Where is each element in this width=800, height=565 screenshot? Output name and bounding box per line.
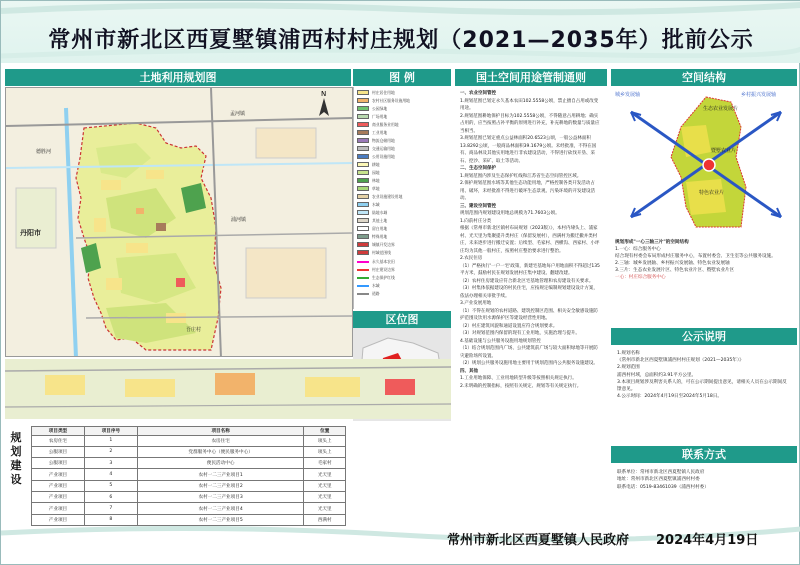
rules-paragraph: 3.产业发展用地	[460, 301, 492, 306]
table-cell: 产业项目	[32, 503, 85, 514]
contact-text	[611, 466, 797, 512]
rules-paragraph: 2.农民住房	[460, 256, 483, 261]
legend-label: 留白用地	[372, 225, 388, 231]
legend-item	[357, 233, 448, 240]
footer-date: 2024年4月19日	[656, 533, 759, 548]
legend-line-label: 村庄建设边界	[372, 266, 395, 272]
legend-line-item	[357, 266, 448, 273]
rules-heading: 四、其他	[460, 368, 478, 374]
structure-center-note: 一心：村庄综合服务中心	[615, 275, 666, 280]
table-cell: 产业项目	[32, 492, 85, 503]
legend-line-label: 水域	[372, 282, 380, 288]
legend-label: 园地	[372, 169, 380, 175]
legend-line-swatch	[357, 261, 369, 263]
rules-paragraph: （1）结合规划范围内广场、公共建筑前广场与较大面积绿地等开展防灾避险场所设置。	[460, 346, 598, 359]
legend-line-label: 道路	[372, 290, 380, 296]
legend-item	[357, 145, 448, 152]
legend-swatch	[357, 226, 369, 231]
legend-line-swatch	[357, 269, 369, 271]
table-cell: 8	[84, 514, 137, 525]
table-cell: 3	[84, 458, 137, 469]
table-cell: 4	[84, 469, 137, 480]
table-cell: 光天里	[304, 503, 346, 514]
legend-label: 草地	[372, 185, 380, 191]
rules-heading: 二、生态空间保护	[460, 166, 496, 171]
legend-line-label: 生态保护红线	[372, 274, 395, 280]
notice-text	[611, 346, 797, 443]
table-cell: 农村一二三产业项目3	[137, 492, 304, 503]
legend-item	[357, 249, 448, 256]
table-cell: 产业项目	[32, 514, 85, 525]
legend-panel	[353, 87, 451, 309]
land-use-map	[5, 87, 353, 357]
legend-swatch	[357, 114, 369, 119]
table-cell: 农村一二三产业项目2	[137, 480, 304, 491]
legend-label: 水域	[372, 201, 380, 207]
legend-item	[357, 201, 448, 208]
map-label-top-road: 孟河镇	[230, 111, 246, 117]
legend-swatch	[357, 194, 369, 199]
legend-swatch	[357, 178, 369, 183]
rules-paragraph: 3.规划范围已划定重点公益林面积20.6523公顷，一般公益林面积13.8292公顷，一般商品林面积39.1679公顷。未经批准，不得在国有、商品林及其他实用地进行非农建设活动，不得进行砍伐开垦、采石、挖沙、采矿、取土等活动。	[460, 136, 597, 164]
table-row	[32, 446, 346, 457]
rules-paragraph: 2.未明确的控制指标，按照有关规定、规划等有关规定执行。	[460, 383, 582, 389]
table-cell: 农村一二三产业项目4	[137, 503, 304, 514]
table-cell: 产业项目	[32, 469, 85, 480]
structure-header: 空间结构	[611, 69, 797, 86]
legend-label: 林地	[372, 177, 380, 183]
legend-label: 村域范围线	[372, 249, 391, 255]
legend-item	[357, 121, 448, 128]
table-cell: 党群服务中心（便民服务中心）	[137, 446, 304, 457]
map-label-city: 丹阳市	[20, 229, 41, 237]
legend-swatch	[357, 210, 369, 215]
notice-line: 1.规划名称	[617, 351, 640, 356]
rules-paragraph: （3）村集体依据建设的村民住宅，应按规定编制规划建设设计方案，依法办理相关审批手续。	[460, 286, 598, 299]
legend-line-label: 永久基本农田	[372, 258, 395, 264]
rules-paragraph: （2）农村住房建设应符合新北区宅基地管理和农房建设有关要求。	[460, 278, 594, 284]
notice-line: 浦西村村域，总面积约3.91平方公里。	[617, 372, 697, 378]
notice-line: 2.规划范围	[617, 365, 640, 371]
structure-panel	[611, 87, 797, 319]
legend-label: 农业设施建设用地	[372, 193, 403, 199]
structure-description	[615, 239, 793, 281]
legend-swatch	[357, 186, 369, 191]
table-row	[32, 458, 346, 469]
legend-line-swatch	[357, 293, 369, 295]
table-side-label: 规划建设	[10, 431, 22, 486]
table-row	[32, 503, 346, 514]
rules-text	[455, 87, 607, 497]
legend-item	[357, 137, 448, 144]
legend-swatch	[357, 162, 369, 167]
legend-header: 图 例	[353, 69, 451, 86]
table-cell: 农房住宅	[137, 435, 304, 446]
legend-item	[357, 153, 448, 160]
legend-list	[357, 89, 448, 256]
detail-map-canvas	[5, 359, 451, 419]
legend-line-swatch	[357, 277, 369, 279]
notice-header: 公示说明	[611, 328, 797, 345]
legend-line-item	[357, 258, 448, 265]
rules-heading: 三、建设空间管控	[460, 203, 496, 209]
table-cell: 公服项目	[32, 446, 85, 457]
rules-paragraph: 根据《常州市新北区镇村布局规划（2023版）》，本村内埭头上、浦家村、光天里为集聚提升类村庄（保留发展村），西满村为搬迁撤并类村庄，未来逐步进行搬迁安置；后续型、毛家村、西横沟、西家村、小坪庄均为其他一般村庄，按照村庄整治要求进行整治。	[460, 226, 600, 254]
legend-line-item	[357, 290, 448, 297]
legend-swatch	[357, 242, 369, 247]
table-header-cell: 项目序号	[84, 427, 137, 436]
legend-label: 工业用地	[372, 129, 388, 135]
legend-label: 农村社区服务设施用地	[372, 97, 410, 103]
structure-desc-4: 3.三片：生态农业发展片区、特色农业片区、暨墅农业片区	[615, 268, 735, 273]
contact-line: 联系电话：0519-83461039（浦西村村委）	[617, 484, 709, 490]
legend-line-item	[357, 282, 448, 289]
legend-lines	[357, 258, 448, 297]
legend-item	[357, 225, 448, 232]
rules-paragraph: 2.规划范围耕地保护目标为102.5558公顷，不得随意占用耕地；确实占用的，应当按照占补平衡的原则进行补充，补充耕地的数量与质量应当相当。	[460, 113, 600, 134]
contact-line: 联系单位：常州市新北区西夏墅镇人民政府	[617, 470, 705, 475]
legend-label: 耕地	[372, 161, 380, 167]
legend-swatch	[357, 98, 369, 103]
legend-item	[357, 169, 448, 176]
legend-item	[357, 129, 448, 136]
table-cell: 农房住宅	[32, 435, 85, 446]
legend-swatch	[357, 170, 369, 175]
legend-swatch	[357, 218, 369, 223]
rules-paragraph: 1.规划范围已划定永久基本农田102.5558公顷，禁止擅自占用或改变用途。	[460, 98, 599, 111]
rules-paragraph: 2.保护规划范围水域等其他生态功能用地，严格控制各类开发活动占用、破坏，未经批准不得进行破坏生态景观、污染环境的开发建设活动。	[460, 181, 595, 201]
legend-swatch	[357, 122, 369, 127]
legend-swatch	[357, 154, 369, 159]
legend-label: 交通运输用地	[372, 145, 395, 151]
legend-item	[357, 177, 448, 184]
legend-line-item	[357, 274, 448, 281]
structure-axis-1: 城乡发展轴	[615, 92, 641, 98]
land-use-map-canvas	[6, 88, 353, 357]
table-cell: 产业项目	[32, 480, 85, 491]
table-cell: 西满村	[304, 514, 346, 525]
table-cell: 5	[84, 480, 137, 491]
legend-swatch	[357, 130, 369, 135]
table-row	[32, 480, 346, 491]
notice-line: 3.本项目规划涉及利害关系人的，可在公示期间提出意见，请相关人员在公示期间反馈意见。	[617, 379, 787, 393]
legend-label: 陆地水域	[372, 209, 388, 215]
table-cell: 1	[84, 435, 137, 446]
legend-item	[357, 89, 448, 96]
legend-swatch	[357, 202, 369, 207]
table-row	[32, 469, 346, 480]
rules-paragraph: （1）不得在规划的农村道路、建筑控制区范围、相关安全敏感设施防护范围及饮用水源保护区等建设经营性用地。	[460, 308, 598, 321]
rules-paragraph: （1）严格执行'一户一宅'政策，新建宅基地每户用地面积不得超过135平方米，鼓励村民在规划发展村庄集中建设、翻建改建。	[460, 263, 600, 276]
rules-paragraph: 1.规划范围内涉及生态保护红线和江苏省生态空间管控区域。	[460, 173, 582, 179]
rules-heading: 一、农业空间管控	[460, 91, 496, 96]
map-label-river: 德胜河	[36, 149, 52, 155]
structure-label-1: 生态农业发展片	[703, 106, 739, 112]
table-cell: 农村一二三产业项目1	[137, 469, 304, 480]
table-cell: 毛家村	[304, 458, 346, 469]
table-cell: 农村一二三产业项目5	[137, 514, 304, 525]
center-point-icon	[703, 159, 715, 171]
table-header-cell: 位置	[304, 427, 346, 436]
legend-item	[357, 161, 448, 168]
legend-swatch	[357, 234, 369, 239]
legend-item	[357, 113, 448, 120]
table-cell: 项头上	[304, 435, 346, 446]
legend-item	[357, 217, 448, 224]
table-cell: 2	[84, 446, 137, 457]
table-header-cell: 项目名称	[137, 427, 304, 436]
legend-swatch	[357, 106, 369, 111]
legend-line-swatch	[357, 285, 369, 287]
legend-item	[357, 105, 448, 112]
notice-line: 《常州市新北区西夏墅镇浦西村村庄规划（2021—2035年）》	[617, 358, 744, 364]
notice-line: 4.公示时间：2024年4月19日至2024年5月18日。	[617, 394, 723, 400]
legend-label: 广场用地	[372, 113, 388, 119]
legend-label: 公用设施用地	[372, 153, 395, 159]
structure-desc-3: 2.三轴：城乡发展轴、乡村振兴发展轴、特色农业发展轴	[615, 261, 730, 266]
legend-label: 商业服务业用地	[372, 121, 399, 127]
footer-org: 常州市新北区西夏墅镇人民政府	[447, 533, 630, 548]
legend-item	[357, 193, 448, 200]
location-header: 区位图	[353, 311, 451, 328]
structure-desc-2: 结合现有村委会布局形成村庄服务中心，布置村委会、卫生室等公共服务设施。	[615, 254, 776, 259]
table-row	[32, 435, 346, 446]
legend-swatch	[357, 90, 369, 95]
rules-paragraph: （2）村庄建筑风貌和通道设置应符合规划要求。	[460, 323, 558, 329]
page-title: 常州市新北区西夏墅镇浦西村村庄规划（2021—2035年）批前公示	[48, 28, 754, 53]
svg-text:N: N	[321, 90, 327, 98]
legend-item	[357, 209, 448, 216]
legend-item	[357, 185, 448, 192]
table-cell: 7	[84, 503, 137, 514]
detail-map-strip	[5, 359, 451, 419]
rules-paragraph: 1.工业用地保障、工业用地转型升级等按照相关规定执行。	[460, 376, 577, 381]
structure-label-2: 暨墅农业片	[711, 148, 737, 154]
table-cell: 公服项目	[32, 458, 85, 469]
legend-swatch	[357, 250, 369, 255]
table-header-cell: 项目类型	[32, 427, 85, 436]
table-row	[32, 492, 346, 503]
table-cell: 项头上	[304, 446, 346, 457]
legend-label: 物流仓储用地	[372, 137, 395, 143]
title-band	[1, 1, 800, 63]
table-body	[32, 435, 346, 526]
rules-paragraph: 1.向前村庄分类	[460, 218, 492, 224]
rules-paragraph: （2）规划公共服务设施用地主要用于规划范围内公共服务设施建设。	[460, 361, 598, 366]
legend-label: 其他土地	[372, 217, 388, 223]
map-label-mid-road: 浦河镇	[231, 217, 247, 223]
legend-label: 城镇开发边界	[372, 241, 395, 247]
legend-swatch	[357, 138, 369, 143]
project-table	[31, 426, 346, 526]
rules-paragraph: 规划范围内规划建设用地总规模为71.7603公顷。	[460, 211, 560, 216]
land-use-header: 土地利用规划图	[5, 69, 351, 86]
table-cell: 光天里	[304, 480, 346, 491]
table-cell: 6	[84, 492, 137, 503]
legend-label: 公园绿地	[372, 105, 388, 111]
rules-header: 国土空间用途管制通则	[455, 69, 607, 86]
table-header-row	[32, 427, 346, 436]
legend-swatch	[357, 146, 369, 151]
map-label-lower-road: 吾庄村	[186, 327, 202, 333]
structure-desc-1: 1.一心：综合服务中心	[615, 247, 661, 252]
structure-desc-title: 规划形成"一心三轴三片"的空间结构	[615, 240, 689, 245]
legend-label: 特殊用地	[372, 233, 388, 239]
structure-axis-2: 乡村振兴发展轴	[741, 92, 777, 98]
legend-item	[357, 241, 448, 248]
rules-paragraph: 4.基础设施与公共服务设施用地规划管控	[460, 338, 541, 344]
contact-line: 地址：常州市新北区西夏墅镇浦西村村委	[617, 477, 700, 483]
contact-header: 联系方式	[611, 446, 797, 463]
rules-paragraph: （3）对规划范围内保留的现有工业用地，实施治理与提升。	[460, 331, 580, 336]
structure-label-3: 特色农业片	[699, 190, 725, 196]
legend-item	[357, 97, 448, 104]
legend-label: 村庄居住用地	[372, 89, 395, 95]
table-cell: 光天里	[304, 492, 346, 503]
table-cell: 便民活动中心	[137, 458, 304, 469]
table-cell: 光天里	[304, 469, 346, 480]
